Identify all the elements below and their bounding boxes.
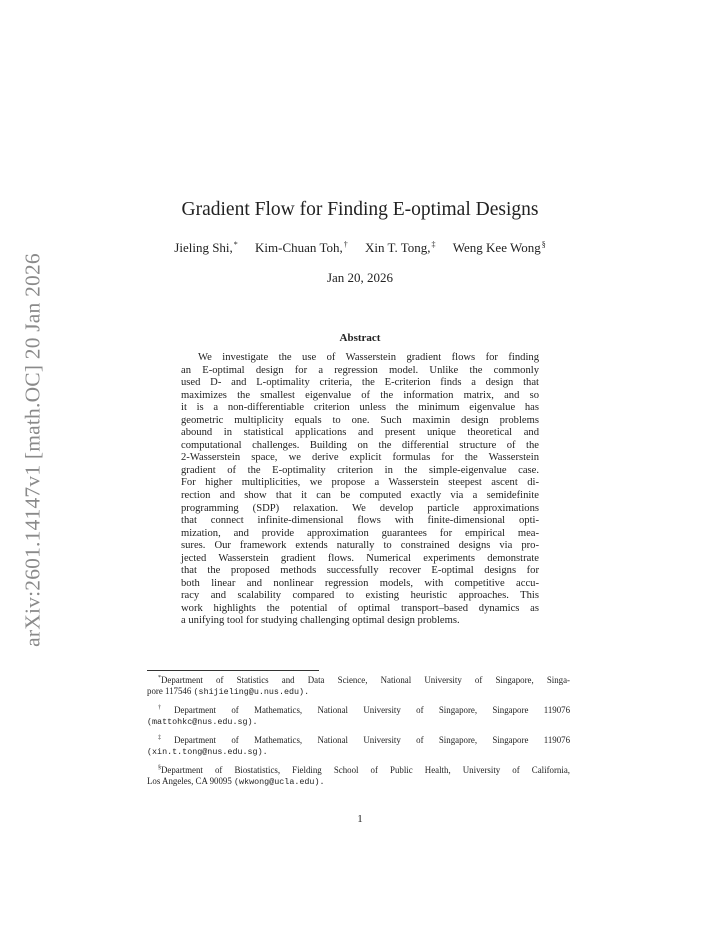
footnote-line <box>147 673 570 686</box>
author <box>255 240 348 255</box>
abstract-heading: Abstract <box>339 332 381 344</box>
footnote-email: (shijieling@u.nus.edu). <box>193 687 310 698</box>
publication-date: Jan 20, 2026 <box>326 270 394 285</box>
author-footnote-mark: † <box>343 240 348 249</box>
footnotes <box>147 673 570 793</box>
author <box>453 240 546 255</box>
footnote-line <box>147 716 570 728</box>
abstract-line: work highlights the potential of optimal transport–based dynamics as <box>181 602 539 614</box>
abstract-line: abound in statistical applications and present unique theoretical and <box>181 427 539 439</box>
abstract-line: that connect infinite-dimensional flows with finite-dimensional opti- <box>181 515 539 527</box>
footnote-email: (mattohkc@nus.edu.sg). <box>147 717 258 728</box>
abstract-line: 2-Wasserstein space, we derive explicit formulas for the Wasserstein <box>181 452 539 464</box>
footnote-affiliation-cont: pore 117546 <box>147 686 194 697</box>
abstract-line: computational challenges. Building on the differential structure of the <box>181 439 539 451</box>
abstract-line: maximizes the smallest eigenvalue of the information matrix, and so <box>181 389 539 401</box>
paper-title: Gradient Flow for Finding E-optimal Designs <box>181 199 539 220</box>
arxiv-identifier: arXiv:2601.14147v1 [math.OC] 20 Jan 2026 <box>20 253 45 647</box>
author-name: Xin T. Tong, <box>364 240 431 255</box>
abstract-line: gradient of the E-optimality criterion in the simple-eigenvalue case. <box>181 464 539 476</box>
abstract-line: used D- and L-optimality criteria, the E-criterion finds a design that <box>181 377 539 389</box>
footnote-line <box>147 703 570 716</box>
abstract-line: it is a non-differentiable criterion unless the minimum eigenvalue has <box>181 402 539 414</box>
footnote-affiliation: Department of Statistics and Data Science, National University of Singapore, Singa- <box>161 675 570 685</box>
footnote-mark: § <box>158 764 161 771</box>
abstract-line: rection and show that it can be computed exactly via a semidefinite <box>181 490 539 502</box>
footnote <box>147 673 570 699</box>
footnote-affiliation: Department of Biostatistics, Fielding School of Public Health, University of California, <box>161 764 570 775</box>
footnote <box>147 763 570 789</box>
author-name: Weng Kee Wong <box>452 240 541 255</box>
abstract-line: sures. Our framework extends naturally to constrained designs via pro- <box>181 540 539 552</box>
footnote-line <box>147 776 570 788</box>
footnote-affiliation: Department of Mathematics, National University of Singapore, Singapore 119076 <box>174 704 571 715</box>
abstract-line: both linear and nonlinear regression models, with competitive accu- <box>181 577 539 589</box>
footnote-line <box>147 686 570 698</box>
footnote-line <box>147 763 570 776</box>
abstract-line: a unifying tool for studying challenging optimal design problems. <box>181 615 460 627</box>
author-name: Jieling Shi, <box>174 240 233 255</box>
footnote-mark: † <box>158 704 175 711</box>
abstract-line: We investigate the use of Wasserstein gradient flows for finding <box>198 352 539 363</box>
footnote <box>147 703 570 729</box>
abstract-line: racy and scalability compared to existing heuristic approaches. This <box>181 590 539 602</box>
author <box>174 240 238 255</box>
abstract-line: that the proposed methods successfully recover E-optimal designs for <box>181 565 539 577</box>
footnote-rule <box>147 670 319 671</box>
page-number: 1 <box>357 813 363 825</box>
footnote-email: (xin.t.tong@nus.edu.sg). <box>147 747 268 758</box>
author-footnote-mark: ‡ <box>431 240 436 249</box>
author-list <box>0 240 720 256</box>
footnote-email: (wkwong@ucla.edu). <box>234 776 325 787</box>
author-footnote-mark: * <box>233 240 238 249</box>
abstract-line: programming (SDP) relaxation. We develop particle approximations <box>181 502 539 514</box>
footnote <box>147 733 570 759</box>
abstract-line: For higher multiplicities, we propose a Wasserstein steepest ascent di- <box>181 477 539 489</box>
footnote-mark: * <box>158 675 161 681</box>
abstract-body <box>181 352 539 628</box>
footnote-line <box>147 733 570 746</box>
abstract-line: mization, and provide approximation guarantees for empirical mea- <box>181 527 539 539</box>
author <box>365 240 436 255</box>
footnote-mark: ‡ <box>158 734 175 741</box>
abstract-line: an E-optimal design for a regression model. Unlike the commonly <box>181 364 539 376</box>
footnote-line <box>147 746 570 758</box>
author-name: Kim-Chuan Toh, <box>255 240 343 255</box>
abstract-line: geometric multiplicity equals to one. Such maximin design problems <box>181 414 539 426</box>
author-footnote-mark: § <box>541 240 546 249</box>
footnote-affiliation-cont: Los Angeles, CA 90095 <box>147 775 235 786</box>
footnote-affiliation: Department of Mathematics, National University of Singapore, Singapore 119076 <box>174 734 571 745</box>
abstract-line: jected Wasserstein gradient flows. Numerical experiments demonstrate <box>181 552 539 564</box>
